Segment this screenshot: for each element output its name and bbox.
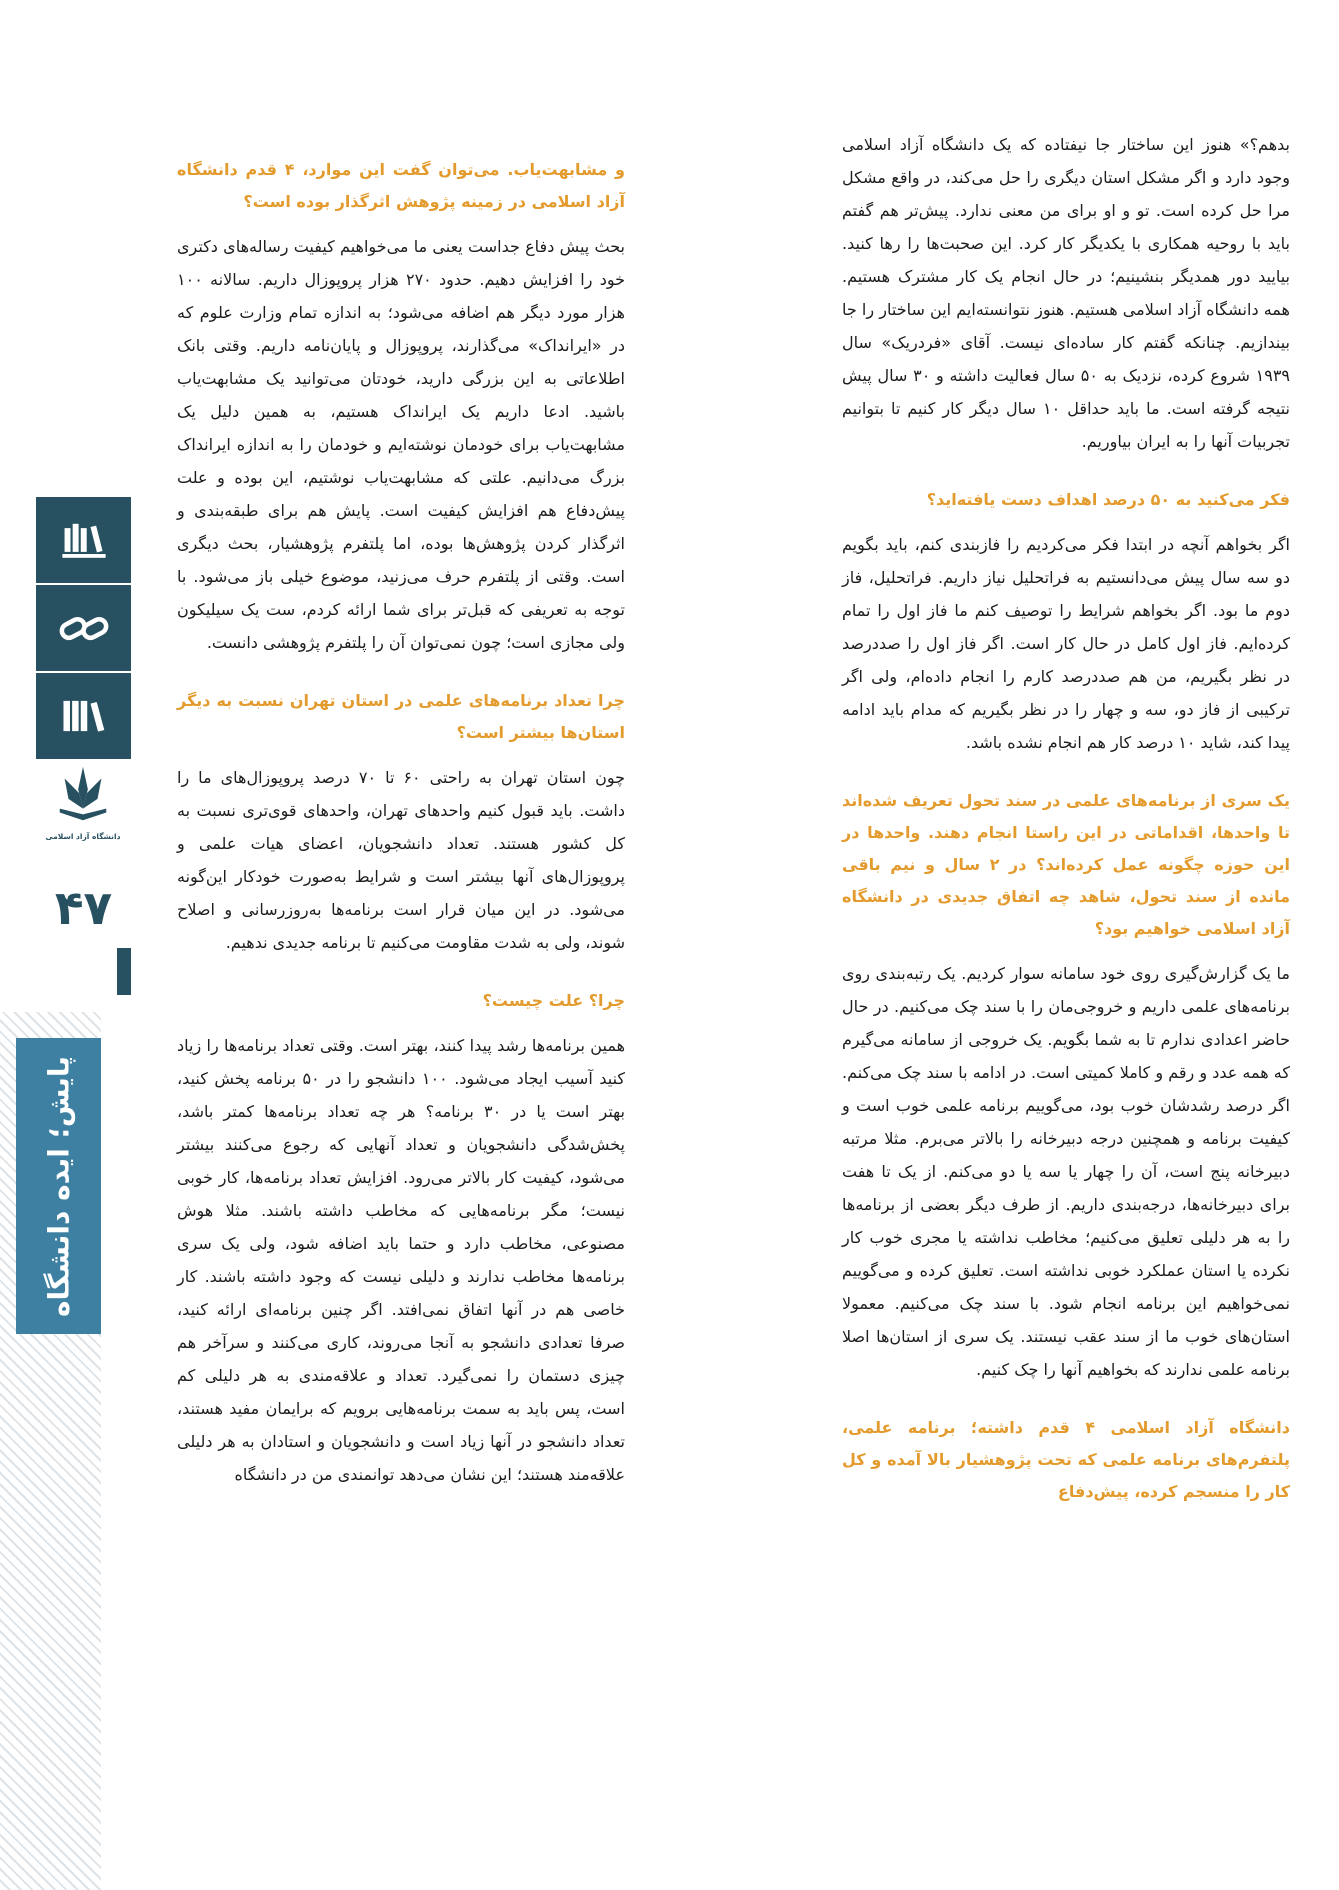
answer-paragraph: ما یک گزارش‌گیری روی خود سامانه سوار کردیم. یک رتبه‌بندی روی برنامه‌های علمی داریم و خروجی‌مان را با سند چک می‌کنیم. در حال حاضر اعدادی ندارم تا به شما بگویم. یک خروجی از سامانه می‌گیرم که همه عدد و رقم و کاملا کمیتی است. در ادامه با سند چک می‌کنم. اگر درصد رشدشان خوب بود، می‌گوییم برنامه علمی خوب است و کیفیت برنامه و همچنین درجه دبیرخانه را بالاتر می‌برم. مثلا مرتبه دبیرخانه پنج است، آن را چهار یا سه یا دو می‌کنم. از یک تا هفت برای دبیرخانه‌ها، درجه‌بندی داریم. از طرف دیگر بعضی از برنامه‌ها را به هر دلیلی تعلیق می‌کنیم؛ مخاطب نداشته یا مجری خوب کار نکرده یا استان عملکرد خوبی نداشته است. تعلیق کرده و می‌گوییم نمی‌خواهیم این برنامه انجام شود. با سند چک می‌کنیم. معمولا استان‌های خوب ما از سند عقب نیستند. یک سری از استان‌ها اصلا برنامه علمی ندارند که بخواهیم آنها را چک کنیم. [842, 964, 1290, 1379]
answer-paragraph: چون استان تهران به راحتی ۶۰ تا ۷۰ درصد پروپوزال‌های ما را داشت. باید قبول کنیم واحدهای تهران، واحدهای قوی‌تری نسبت به کل کشور هستند. تعداد دانشجویان، اعضای هیات علمی و پروپوزال‌های آنها بیشتر است و شرایط به‌صورت خودکار این‌گونه می‌شود. در این میان قرار است برنامه‌ها به‌روزرسانی و اصلاح شوند، ولی به شدت مقاومت می‌کنیم تا برنامه جدیدی ندهیم. [177, 768, 626, 952]
column-right [842, 128, 1290, 1520]
question-heading: یک سری از برنامه‌های علمی در سند تحول تعریف شده‌اند تا واحدها، اقداماتی در این راستا انجام دهند. واحدها در این حوزه چگونه عمل کرده‌اند؟ در ۲ سال و نیم باقی مانده از سند تحول، شاهد چه اتفاق جدیدی در دانشگاه آزاد اسلامی خواهیم بود؟ [842, 791, 1290, 938]
question-heading-continued: دانشگاه آزاد اسلامی ۴ قدم داشته؛ برنامه علمی، پلتفرم‌های برنامه علمی که تحت پژوهشیار بالا آمده و کل کار را منسجم کرده، پیش‌دفاع [842, 1418, 1290, 1501]
section-title-vertical: پایش؛ ایده دانشگاه [42, 1056, 76, 1317]
column-left [177, 128, 625, 1497]
answer-paragraph: همین برنامه‌ها رشد پیدا کنند، بهتر است. وقتی تعداد برنامه‌ها را زیاد کنید آسیب ایجاد می‌شود. ۱۰۰ دانشجو را در ۵۰ برنامه پخش کنید، بهتر است یا در ۳۰ برنامه؟ هر چه تعداد برنامه‌ها کمتر باشد، پخش‌شدگی دانشجویان و تعداد آنهایی که رجوع می‌کنند بیشتر می‌شود، کیفیت کار بالاتر می‌رود. افزایش تعداد برنامه‌ها، کار خوبی نیست؛ مگر برنامه‌هایی که مخاطب داشته باشند. مثلا هوش مصنوعی، مخاطب دارد و حتما باید اضافه شود، ولی یک سری برنامه‌ها مخاطب ندارند و دلیلی نیست که وجود داشته باشند. کار خاصی هم در آنها اتفاق نمی‌افتد. اگر چنین برنامه‌ای ارائه کنید، صرفا تعدادی دانشجو به آنجا می‌روند، کاری می‌کنند و سرآخر هم چیزی دستمان را نمی‌گیرد. تعداد و علاقه‌مندی به هر دلیلی کم است، پس باید به سمت برنامه‌هایی برویم که برایمان مفید هستند، تعداد دانشجو در آنها زیاد است و دانشجویان و استادان به هر دلیلی علاقه‌مند هستند؛ این نشان می‌دهد توانمندی من در دانشگاه [177, 1036, 626, 1484]
question-heading: چرا؟ علت چیست؟ [482, 991, 625, 1010]
page-number: ۴۷ [54, 881, 113, 936]
question-heading: فکر می‌کنید به ۵۰ درصد اهداف دست یافته‌اید؟ [926, 490, 1290, 509]
answer-paragraph: اگر بخواهم آنچه در ابتدا فکر می‌کردیم را فازبندی کنم، باید بگویم دو سه سال پیش می‌دانستیم به فراتحلیل نیاز داریم. فراتحلیل، فاز دوم ما بود. اگر بخواهم شرایط را توصیف کنم ما فاز اول را تمام کرده‌ایم. فاز اول کامل در حال کار است. اگر فاز اول را صددرصد در نظر بگیریم، من هم صددرصد کارم را انجام داده‌ام، ولی اگر ترکیبی از فاز دو، سه و چهار را در نظر بگیریم که مدام باید ادامه پیدا کند، شاید ۱۰ درصد کار هم انجام نشده باشد. [842, 535, 1290, 752]
answer-paragraph: بدهم؟» هنوز این ساختار جا نیفتاده که یک دانشگاه آزاد اسلامی وجود دارد و اگر مشکل استان دیگری را حل می‌کند، در واقع مشکل مرا حل کرده است. تو و او برای من معنی ندارد. پیش‌تر هم گفتم باید با روحیه همکاری با یکدیگر کار کرد. این صحبت‌ها را رها کنید. بیایید دور همدیگر بنشینیم؛ در حال انجام یک کار مشترک هستیم. همه دانشگاه آزاد اسلامی هستیم. هنوز نتوانسته‌ایم این ساختار را جا بیندازیم. چنانکه گفتم کار ساده‌ای نیست. آقای «فردریک» سال ۱۹۳۹ شروع کرده، نزدیک به ۵۰ سال فعالیت داشته و ۳۰ سال پیش نتیجه گرفته است. ما باید حداقل ۱۰ سال دیگر کار کنیم تا بتوانیم تجربیات آنها را به ایران بیاوریم. [842, 135, 1290, 451]
question-heading-continued: و مشابهت‌یاب. می‌توان گفت این موارد، ۴ قدم دانشگاه آزاد اسلامی در زمینه پژوهش اثرگذار بوده است؟ [177, 160, 625, 211]
question-heading: چرا تعداد برنامه‌های علمی در استان تهران نسبت به دیگر استان‌ها بیشتر است؟ [177, 691, 625, 742]
logo-caption: دانشگاه آزاد اسلامی [45, 832, 121, 841]
answer-paragraph: بحث پیش دفاع جداست یعنی ما می‌خواهیم کیفیت رساله‌های دکتری خود را افزایش دهیم. حدود ۲۷۰ هزار پروپوزال داریم. سالانه ۱۰۰ هزار مورد دیگر هم اضافه می‌شود؛ به اندازه تمام وزارت علوم که در «ایرانداک» می‌گذارند، پروپوزال و پایان‌نامه داریم. وقتی بانک اطلاعاتی به این بزرگی دارید، خودتان می‌توانید یک مشابهت‌یاب باشید. ادعا داریم یک ایرانداک هستیم، به همین دلیل یک مشابهت‌یاب برای خودمان نوشته‌ایم و خودمان را به اندازه ایرانداک بزرگ می‌دانیم. علتی که مشابهت‌یاب نوشتیم، این بوده و علت پیش‌دفاع هم افزایش کیفیت است. پایش هم برای طبقه‌بندی و اثرگذار کردن پژوهش‌ها بوده، اما پلتفرم پژوهشیار، بحث دیگری است. وقتی از پلتفرم حرف می‌زنید، موضوع خیلی باز می‌شود. با توجه به تعریفی که قبل‌تر برای شما ارائه کردم، ست یک سیلیکون ولی مجازی است؛ چون نمی‌توان آن را پلتفرم پژوهشی دانست. [177, 237, 626, 652]
